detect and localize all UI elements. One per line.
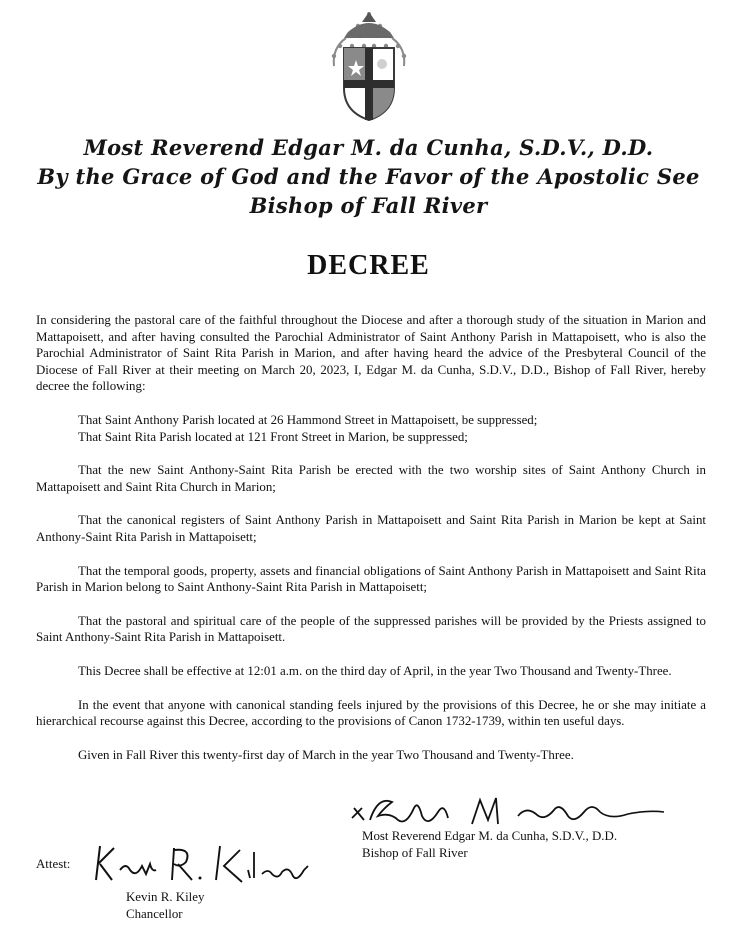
chancellor-name: Kevin R. Kiley	[126, 890, 205, 904]
bishop-signature-block	[362, 828, 617, 862]
decree-body	[36, 312, 706, 763]
document-title: DECREE	[307, 250, 430, 281]
recourse-paragraph: In the event that anyone with canonical standing feels injured by the provisions of this Decree, he or she may initiate a hierarchical recourse against this Decree, according to the provisions of Canon 1732-1739, within ten useful days.	[36, 697, 706, 729]
bishop-name: Most Reverend Edgar M. da Cunha, S.D.V., D.D.	[362, 829, 618, 843]
issuer-heading: Most Reverend Edgar M. da Cunha, S.D.V., D.D.	[83, 135, 654, 160]
suppress-paragraph-1: That Saint Anthony Parish located at 26 Hammond Street in Mattapoisett, be suppressed;	[78, 412, 538, 427]
coat-of-arms-icon	[318, 8, 420, 122]
registers-paragraph: That the canonical registers of Saint Anthony Parish in Mattapoisett and Saint Rita Parish in Marion be kept at Saint Anthony-Saint Rita Parish in Mattapoisett;	[36, 513, 706, 544]
bishop-title: Bishop of Fall River	[362, 846, 468, 860]
given-paragraph: Given in Fall River this twenty-first day of March in the year Two Thousand and Twenty-Three.	[78, 747, 574, 762]
goods-paragraph: That the temporal goods, property, assets and financial obligations of Saint Anthony Parish in Mattapoisett and Saint Rita Parish in Marion belong to Saint Anthony-Saint Rita Parish in Mattapoisett;	[36, 563, 706, 595]
care-paragraph: That the pastoral and spiritual care of the people of the suppressed parishes will be provided by the Priests assigned to Saint Anthony-Saint Rita Parish in Mattapoisett.	[36, 613, 706, 645]
intro-paragraph: In considering the pastoral care of the faithful throughout the Diocese and after a thorough study of the situation in Marion and Mattapoisett, and after having consulted the Parochial Administrator of Saint Anthony Parish in Mattapoisett, who is also the Parochial Administrator of Saint Rita Parish in Marion, and after having heard the advice of the Presbyteral Council of the Diocese of Fall River at their meeting on March 20, 2023, I, Edgar M. da Cunha, S.D.V., D.D., Bishop of Fall River, hereby decree the following:	[36, 313, 706, 394]
chancellor-signature-icon	[92, 840, 312, 888]
authority-heading: By the Grace of God and the Favor of the Apostolic See	[37, 164, 700, 189]
chancellor-signature-block	[126, 889, 204, 923]
suppress-paragraph-2: That Saint Rita Parish located at 121 Front Street in Marion, be suppressed;	[78, 429, 468, 444]
erect-paragraph: That the new Saint Anthony-Saint Rita Parish be erected with the two worship sites of Saint Anthony Church in Mattapoisett and Saint Rita Church in Marion;	[36, 463, 706, 494]
effective-paragraph: This Decree shall be effective at 12:01 a.m. on the third day of April, in the year Two Thousand and Twenty-Three.	[78, 663, 672, 678]
chancellor-title: Chancellor	[126, 907, 183, 921]
attest-label: Attest:	[36, 857, 71, 871]
see-heading: Bishop of Fall River	[249, 193, 488, 218]
